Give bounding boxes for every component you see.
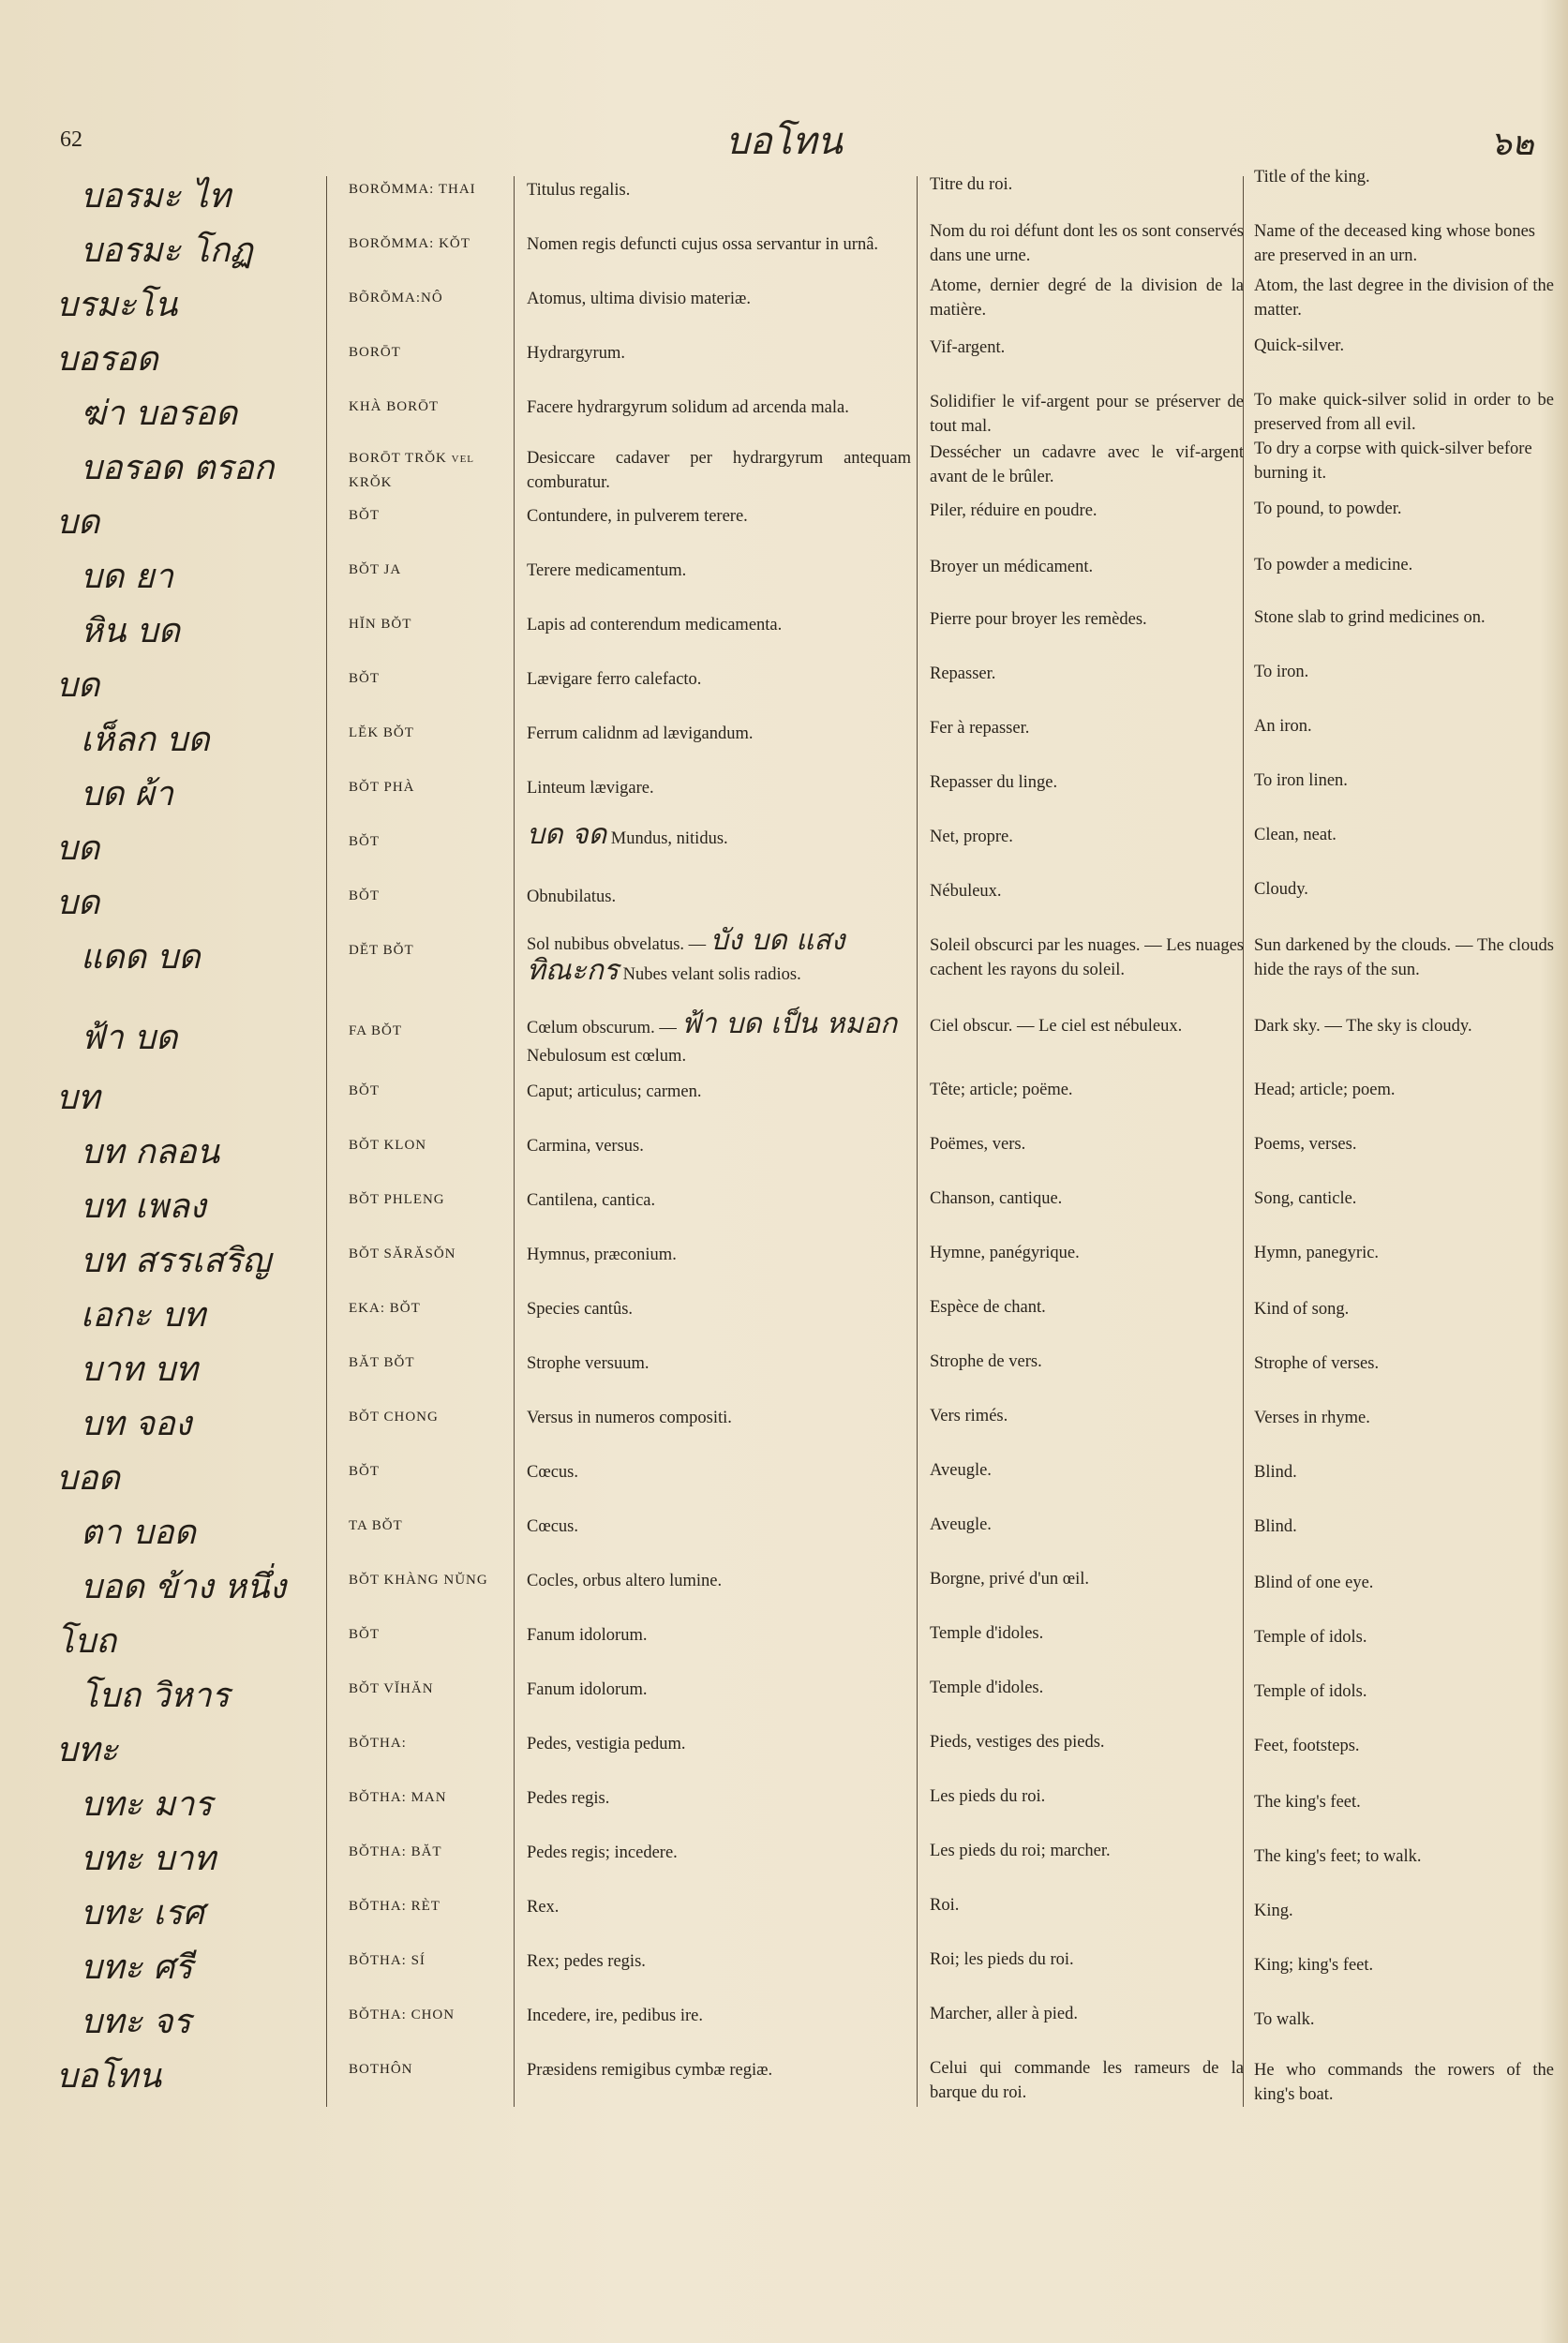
french-gloss: Marcher, aller à pied. <box>930 2005 1078 2023</box>
entry-row <box>0 1889 1568 1944</box>
french-gloss: Broyer un médicament. <box>930 558 1094 576</box>
romanization: BORŌT <box>349 345 401 360</box>
entry-row <box>0 716 1568 770</box>
french-gloss: Vif-argent. <box>930 338 1006 357</box>
french-gloss: Piler, réduire en poudre. <box>930 501 1098 520</box>
french-gloss: Titre du roi. <box>930 175 1013 194</box>
latin-gloss: Terere medicamentum. <box>527 561 687 580</box>
latin-gloss: Incedere, ire, pedibus ire. <box>527 2007 703 2025</box>
french-gloss: Temple d'idoles. <box>930 1679 1044 1697</box>
latin-gloss: Carmina, versus. <box>527 1137 644 1156</box>
latin-text: Cœlum obscurum. — <box>527 1019 677 1037</box>
latin-gloss: Pedes, vestigia pedum. <box>527 1735 686 1754</box>
latin-text-continued: Nubes velant solis radios. <box>622 965 801 984</box>
romanization: BÕRÕMA:NÔ <box>349 291 443 306</box>
english-gloss: Title of the king. <box>1254 168 1370 187</box>
french-gloss: Atome, dernier degré de la division de la matière. <box>930 276 1244 320</box>
thai-headword: บรมะโน <box>56 286 178 324</box>
thai-headword: บด <box>56 884 100 922</box>
french-gloss: Net, propre. <box>930 828 1013 846</box>
latin-gloss: Ferrum calidnm ad lævigandum. <box>527 724 754 743</box>
latin-gloss: Lævigare ferro calefacto. <box>527 670 702 689</box>
latin-gloss: Rex; pedes regis. <box>527 1952 646 1971</box>
romanization: FA BŎT <box>349 1023 402 1038</box>
latin-gloss: Hydrargyrum. <box>527 344 625 363</box>
french-gloss: Roi; les pieds du roi. <box>930 1950 1074 1969</box>
thai-headword: บาท บท <box>81 1351 198 1389</box>
romanization: BŎTHA: RÈT <box>349 1899 441 1914</box>
thai-headword: โบถ วิหาร <box>81 1677 230 1715</box>
entry-row <box>0 1563 1568 1618</box>
entry-row <box>0 1509 1568 1563</box>
thai-headword: แดด บด <box>81 938 201 977</box>
english-gloss: Strophe of verses. <box>1254 1354 1380 1373</box>
latin-gloss: Hymnus, præconium. <box>527 1246 677 1264</box>
french-gloss: Dessécher un cadavre avec le vif-argent avant de le brûler. <box>930 443 1244 486</box>
french-gloss: Solidifier le vif-argent pour se préserver de tout mal. <box>930 393 1244 436</box>
entry-row <box>0 1835 1568 1889</box>
romanization: DĔT BŎT <box>349 943 414 958</box>
romanization: BŎT CHONG <box>349 1410 439 1425</box>
romanization: KHÀ BORŌT <box>349 399 440 414</box>
english-gloss: To iron. <box>1254 663 1309 681</box>
thai-headword: บทะ มาร <box>81 1785 213 1824</box>
latin-gloss: Species cantûs. <box>527 1300 634 1319</box>
latin-gloss: Nomen regis defuncti cujus ossa servantur in urnâ. <box>527 235 879 254</box>
thai-headword: เอกะ บท <box>81 1296 206 1335</box>
english-gloss: Dark sky. — The sky is cloudy. <box>1254 1017 1472 1036</box>
entry-row <box>0 2052 1568 2107</box>
romanization: BŎT <box>349 1083 380 1098</box>
french-gloss: Borgne, privé d'un œil. <box>930 1570 1089 1589</box>
latin-text: Sol nubibus obvelatus. — <box>527 935 707 954</box>
english-gloss: To iron linen. <box>1254 771 1348 790</box>
entry-row <box>0 499 1568 553</box>
latin-gloss: Desiccare cadaver per hydrargyrum antequam comburatur. <box>527 449 911 492</box>
french-gloss: Hymne, panégyrique. <box>930 1244 1080 1262</box>
thai-headword: บทะ ศรี <box>81 1948 193 1987</box>
english-gloss: Blind. <box>1254 1517 1297 1536</box>
romanization: BŎT <box>349 834 380 849</box>
english-gloss: Hymn, panegyric. <box>1254 1244 1380 1262</box>
romanization: BORŌT TRŎK vel KRŎK <box>349 451 475 490</box>
latin-gloss: Contundere, in pulverem terere. <box>527 507 748 526</box>
romanization: EKA: BŎT <box>349 1301 421 1316</box>
latin-text: Mundus, nitidus. <box>610 829 728 848</box>
entry-row <box>0 276 1568 336</box>
latin-gloss: Pedes regis. <box>527 1789 610 1808</box>
thai-headword: หิน บด <box>81 612 181 650</box>
latin-gloss: Strophe versuum. <box>527 1354 650 1373</box>
romanization: BŎT <box>349 1464 380 1479</box>
romanization: BOTHÔN <box>349 2062 413 2077</box>
entry-row <box>0 1007 1568 1068</box>
romanization: BŎTHA: <box>349 1736 407 1751</box>
entry-row <box>0 1291 1568 1346</box>
page-number: 62 <box>60 127 82 152</box>
thai-headword: บทะ <box>56 1731 118 1769</box>
thai-headword: บอด <box>56 1459 120 1498</box>
entry-row <box>0 1455 1568 1509</box>
english-gloss: Quick-silver. <box>1254 336 1345 355</box>
latin-gloss: Atomus, ultima divisio materiæ. <box>527 290 751 308</box>
english-gloss: Head; article; poem. <box>1254 1081 1396 1099</box>
entry-row <box>0 1346 1568 1400</box>
romanization: BŎT <box>349 671 380 686</box>
english-gloss: Cloudy. <box>1254 880 1308 899</box>
thai-headword: บอรมะ ไท <box>81 177 231 216</box>
french-gloss: Repasser du linge. <box>930 773 1058 792</box>
latin-gloss: Versus in numeros compositi. <box>527 1409 732 1427</box>
latin-text-continued: Nebulosum est cœlum. <box>527 1047 687 1066</box>
thai-inline-phrase: ฟ้า บด เป็น หมอก <box>680 1007 898 1040</box>
french-gloss: Pieds, vestiges des pieds. <box>930 1733 1105 1752</box>
thai-headword: ฟ้า บด <box>81 1019 178 1057</box>
english-gloss: The king's feet; to walk. <box>1254 1847 1422 1866</box>
thai-headword: บด <box>56 666 100 705</box>
romanization: HĬN BŎT <box>349 617 412 632</box>
english-gloss: Poems, verses. <box>1254 1135 1357 1154</box>
french-gloss: Ciel obscur. — Le ciel est nébuleux. <box>930 1017 1183 1036</box>
french-gloss: Les pieds du roi. <box>930 1787 1046 1806</box>
entry-row <box>0 1128 1568 1183</box>
romanization: BŎT KLON <box>349 1138 427 1153</box>
english-gloss: To walk. <box>1254 2010 1315 2029</box>
romanization: BŎTHA: BĂT <box>349 1844 442 1859</box>
entry-row <box>0 1183 1568 1237</box>
page-title: บอโทน <box>725 120 843 163</box>
entry-row <box>0 1237 1568 1291</box>
french-gloss: Strophe de vers. <box>930 1352 1042 1371</box>
english-gloss: To powder a medicine. <box>1254 556 1413 575</box>
english-gloss: He who commands the rowers of the king's boat. <box>1254 2061 1554 2104</box>
english-gloss: Verses in rhyme. <box>1254 1409 1370 1427</box>
entry-row <box>0 1400 1568 1455</box>
english-gloss: An iron. <box>1254 717 1312 736</box>
entry-row <box>0 770 1568 825</box>
thai-headword: บทะ บาท <box>81 1840 217 1878</box>
latin-gloss: Caput; articulus; carmen. <box>527 1082 702 1101</box>
latin-gloss: Cœcus. <box>527 1517 578 1536</box>
latin-gloss: Linteum lævigare. <box>527 779 654 798</box>
thai-headword: ฆ่า บอรอด <box>81 395 238 433</box>
thai-headword: บด <box>56 829 100 868</box>
english-gloss: King; king's feet. <box>1254 1956 1374 1975</box>
thai-headword: บด <box>56 503 100 542</box>
latin-gloss: Cantilena, cantica. <box>527 1191 656 1210</box>
entry-row <box>0 1781 1568 1835</box>
entry-row <box>0 1726 1568 1781</box>
english-gloss: King. <box>1254 1902 1293 1920</box>
latin-gloss: Rex. <box>527 1898 560 1917</box>
english-gloss: Temple of idols. <box>1254 1682 1367 1701</box>
latin-gloss: Fanum idolorum. <box>527 1680 648 1699</box>
entry-row <box>0 336 1568 390</box>
entry-row <box>0 1074 1568 1128</box>
french-gloss: Pierre pour broyer les remèdes. <box>930 610 1147 629</box>
page-number-thai: ๖๒ <box>1490 125 1534 163</box>
romanization: BŎT KHÀNG NŬNG <box>349 1573 488 1588</box>
latin-gloss: Præsidens remigibus cymbæ regiæ. <box>527 2061 773 2080</box>
french-gloss: Aveugle. <box>930 1461 992 1480</box>
entry-row <box>0 607 1568 662</box>
english-gloss: Temple of idols. <box>1254 1628 1367 1647</box>
latin-gloss: Cocles, orbus altero lumine. <box>527 1572 723 1590</box>
entry-row <box>0 553 1568 607</box>
english-gloss: Blind of one eye. <box>1254 1574 1374 1592</box>
entry-row <box>0 1998 1568 2052</box>
entry-row <box>0 818 1568 879</box>
thai-inline-phrase: บด จด <box>527 818 607 851</box>
french-gloss: Nom du roi défunt dont les os sont conservés dans une urne. <box>930 222 1244 265</box>
latin-gloss <box>527 1007 911 1070</box>
thai-headword: บด ยา <box>81 558 173 596</box>
thai-inline-phrase: บัง บด แสง ทิณะกร <box>527 924 845 987</box>
romanization: BŎT PHÀ <box>349 780 415 795</box>
entry-row <box>0 1672 1568 1726</box>
entry-row <box>0 440 1568 499</box>
english-gloss: Atom, the last degree in the division of the matter. <box>1254 276 1554 320</box>
thai-headword: บท กลอน <box>81 1133 220 1172</box>
french-gloss: Poëmes, vers. <box>930 1135 1026 1154</box>
romanization: BŎT VĬHĂN <box>349 1681 434 1696</box>
french-gloss: Repasser. <box>930 664 996 683</box>
thai-headword: บท เพลง <box>81 1187 206 1226</box>
thai-headword: บด ผ้า <box>81 775 173 813</box>
english-gloss: The king's feet. <box>1254 1793 1361 1812</box>
french-gloss: Vers rimés. <box>930 1407 1008 1425</box>
english-gloss: Kind of song. <box>1254 1300 1350 1319</box>
english-gloss: Sun darkened by the clouds. — The clouds hide the rays of the sun. <box>1254 936 1554 979</box>
thai-headword: เห็ลก บด <box>81 721 210 759</box>
thai-headword: ตา บอด <box>81 1514 196 1552</box>
latin-gloss: Lapis ad conterendum medicamenta. <box>527 616 783 634</box>
french-gloss: Fer à repasser. <box>930 719 1030 738</box>
english-gloss: Stone slab to grind medicines on. <box>1254 608 1486 627</box>
latin-gloss <box>527 924 911 988</box>
thai-headword: โบถ <box>56 1622 116 1661</box>
french-gloss: Aveugle. <box>930 1515 992 1534</box>
romanization: BŎT <box>349 1627 380 1642</box>
latin-gloss: Cœcus. <box>527 1463 578 1482</box>
romanization: LĔK BŎT <box>349 725 414 740</box>
french-gloss: Temple d'idoles. <box>930 1624 1044 1643</box>
french-gloss: Roi. <box>930 1896 960 1915</box>
entry-row <box>0 924 1568 988</box>
thai-headword: บอรมะ โกฏ <box>81 231 253 270</box>
thai-headword: บอรอด <box>56 340 158 379</box>
english-gloss: To make quick-silver solid in order to be preserved from all evil. <box>1254 391 1554 434</box>
english-gloss: Blind. <box>1254 1463 1297 1482</box>
romanization: BŎTHA: CHON <box>349 2007 455 2022</box>
thai-headword: บอรอด ตรอก <box>81 449 275 487</box>
english-gloss: Clean, neat. <box>1254 826 1337 844</box>
entry-row <box>0 662 1568 716</box>
french-gloss: Espèce de chant. <box>930 1298 1046 1317</box>
thai-headword: บท จอง <box>81 1405 192 1443</box>
french-gloss: Celui qui commande les rameurs de la barque du roi. <box>930 2059 1244 2102</box>
romanization: BĂT BŎT <box>349 1355 415 1370</box>
romanization: BŎT <box>349 888 380 903</box>
english-gloss: Name of the deceased king whose bones are preserved in an urn. <box>1254 222 1536 265</box>
english-gloss: Feet, footsteps. <box>1254 1737 1360 1755</box>
french-gloss: Soleil obscurci par les nuages. — Les nuages cachent les rayons du soleil. <box>930 936 1244 979</box>
latin-gloss: Fanum idolorum. <box>527 1626 648 1645</box>
latin-gloss: Pedes regis; incedere. <box>527 1843 678 1862</box>
french-gloss: Nébuleux. <box>930 882 1002 901</box>
french-gloss: Tête; article; poëme. <box>930 1081 1073 1099</box>
latin-gloss: Facere hydrargyrum solidum ad arcenda mala. <box>527 398 849 417</box>
thai-headword: บอโทน <box>56 2057 162 2096</box>
romanization: BŎT <box>349 508 380 523</box>
thai-headword: บทะ เรศ <box>81 1894 204 1933</box>
romanization: BŎT PHLENG <box>349 1192 445 1207</box>
romanization: TA BŎT <box>349 1518 403 1533</box>
latin-gloss: Obnubilatus. <box>527 888 617 906</box>
romanization: BORŎMMA: KŎT <box>349 236 470 251</box>
thai-headword: บทะ จร <box>81 2003 191 2041</box>
english-gloss: Song, canticle. <box>1254 1189 1357 1208</box>
french-gloss: Chanson, cantique. <box>930 1189 1063 1208</box>
latin-gloss <box>527 818 911 851</box>
romanization: BŎTHA: SÍ <box>349 1953 426 1968</box>
english-gloss: To pound, to powder. <box>1254 500 1402 518</box>
romanization: BŎTHA: MAN <box>349 1790 447 1805</box>
thai-headword: บท สรรเสริญ <box>81 1242 271 1280</box>
entry-row <box>0 1944 1568 1998</box>
romanization: BŎT SĂRĂSŎN <box>349 1246 456 1261</box>
thai-headword: บอด ข้าง หนึ่ง <box>81 1568 287 1606</box>
romanization: BORŎMMA: THAI <box>349 182 476 197</box>
thai-headword: บท <box>56 1079 100 1117</box>
romanization: BŎT JA <box>349 562 402 577</box>
entry-row <box>0 1618 1568 1672</box>
latin-gloss: Titulus regalis. <box>527 181 631 200</box>
english-gloss: To dry a corpse with quick-silver before burning it. <box>1254 440 1532 483</box>
french-gloss: Les pieds du roi; marcher. <box>930 1842 1111 1860</box>
